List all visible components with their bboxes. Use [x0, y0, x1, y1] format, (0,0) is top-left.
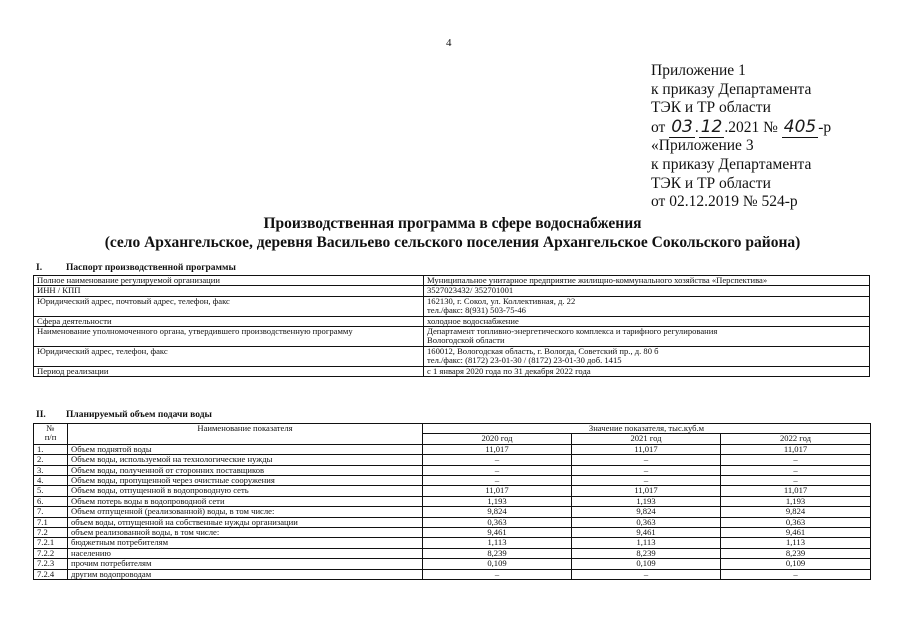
appendix-date-line: от 03 . 12 .2021 № 405 -р — [651, 116, 832, 137]
col-header-num: № п/п — [34, 424, 68, 445]
handwritten-day: 03 — [671, 116, 693, 137]
appendix-line: к приказу Департамента — [651, 155, 812, 173]
row-value: 9,824 — [572, 507, 721, 517]
order-suffix: -р — [818, 118, 832, 136]
appendix-line: Приложение 1 — [651, 62, 746, 79]
handwritten-month: 12 — [700, 116, 723, 137]
appendix-line: ТЭК и ТР области — [651, 174, 771, 192]
passport-row — [34, 327, 870, 347]
row-indicator-name: Объем воды, полученной от сторонних поставщиков — [68, 465, 423, 475]
row-indicator-name: объем воды, отпущенной на собственные нужды организации — [68, 517, 423, 527]
row-number: 7. — [34, 507, 68, 517]
passport-row — [34, 286, 870, 296]
passport-label: Период реализации — [34, 366, 424, 376]
row-number: 3. — [34, 465, 68, 475]
row-value: 11,017 — [572, 486, 721, 496]
row-value: 8,239 — [572, 548, 721, 558]
row-number: 7.2 — [34, 528, 68, 538]
row-indicator-name: Объем потерь воды в водопроводной сети — [68, 496, 423, 506]
col-header-values: Значение показателя, тыс.куб.м — [423, 424, 871, 434]
section-1-heading — [36, 263, 236, 273]
row-value: 0,363 — [423, 517, 572, 527]
page-number: 4 — [446, 37, 452, 49]
passport-value: Департамент топливно-энергетического комплекса и тарифного регулирования Вологодской области — [424, 327, 870, 347]
passport-value: 162130, г. Сокол, ул. Коллективная, д. 22 тел./факс: 8(931) 503-75-46 — [424, 296, 870, 316]
header-row — [34, 424, 871, 434]
row-number: 5. — [34, 486, 68, 496]
row-value: 1,193 — [423, 496, 572, 506]
passport-value: Муниципальное унитарное предприятие жилищно-коммунального хозяйства «Перспектива» — [424, 276, 870, 286]
row-value: 11,017 — [423, 486, 572, 496]
table-row — [34, 465, 871, 475]
row-value: 9,461 — [572, 528, 721, 538]
passport-value: 160012, Вологодская область, г. Вологда, Советский пр., д. 80 б тел./факс: (8172) 23-01-30 / (8172) 23-01-30 доб. 1415 — [424, 346, 870, 366]
row-value: 9,824 — [423, 507, 572, 517]
row-indicator-name: Объем поднятой воды — [68, 444, 423, 454]
col-header-year: 2021 год — [572, 434, 721, 444]
passport-label: Наименование уполномоченного органа, утвердившего производственную программу — [34, 327, 424, 347]
row-number: 1. — [34, 444, 68, 454]
date-prefix: от — [651, 118, 666, 136]
appendix-block — [651, 62, 831, 212]
section-number: II. — [36, 410, 46, 420]
row-indicator-name: Объем воды, пропущенной через очистные сооружения — [68, 476, 423, 486]
row-value: – — [721, 569, 871, 579]
row-value: – — [423, 465, 572, 475]
row-value: 11,017 — [721, 486, 871, 496]
passport-value: холодное водоснабжение — [424, 316, 870, 326]
col-header-name: Наименование показателя — [68, 424, 423, 445]
passport-row — [34, 276, 870, 286]
passport-label: Полное наименование регулируемой организации — [34, 276, 424, 286]
row-number: 7.2.2 — [34, 548, 68, 558]
document-title — [0, 214, 905, 252]
row-indicator-name: Объем воды, используемой на технологические нужды — [68, 455, 423, 465]
title-line-2: (село Архангельское, деревня Васильево сельского поселения Архангельское Сокольского района) — [104, 234, 801, 251]
row-indicator-name: прочим потребителям — [68, 559, 423, 569]
passport-label: ИНН / КПП — [34, 286, 424, 296]
table-row — [34, 476, 871, 486]
table-row — [34, 486, 871, 496]
row-value: – — [423, 455, 572, 465]
row-number: 6. — [34, 496, 68, 506]
row-value: 8,239 — [423, 548, 572, 558]
passport-row — [34, 296, 870, 316]
water-volume-table — [33, 423, 871, 580]
row-indicator-name: другим водопроводам — [68, 569, 423, 579]
row-value: – — [721, 465, 871, 475]
row-value: 1,193 — [572, 496, 721, 506]
row-value: 11,017 — [423, 444, 572, 454]
row-value: 0,363 — [572, 517, 721, 527]
appendix-line: к приказу Департамента — [651, 80, 812, 98]
table-row — [34, 507, 871, 517]
passport-label: Юридический адрес, телефон, факс — [34, 346, 424, 366]
table-row — [34, 496, 871, 506]
row-value: 1,193 — [721, 496, 871, 506]
row-value: – — [572, 476, 721, 486]
table-row — [34, 548, 871, 558]
appendix-line: от 02.12.2019 № 524-р — [651, 193, 798, 211]
table-row — [34, 444, 871, 454]
table-row — [34, 517, 871, 527]
row-number: 7.1 — [34, 517, 68, 527]
row-value: 1,113 — [721, 538, 871, 548]
section-title: Планируемый объем подачи воды — [66, 410, 212, 420]
row-value: 1,113 — [423, 538, 572, 548]
table-row — [34, 455, 871, 465]
table-row — [34, 528, 871, 538]
row-indicator-name: Объем отпущенной (реализованной) воды, в том числе: — [68, 507, 423, 517]
row-value: – — [423, 569, 572, 579]
row-value: – — [423, 476, 572, 486]
table-row — [34, 569, 871, 579]
row-value: – — [572, 569, 721, 579]
table-row — [34, 538, 871, 548]
handwritten-order-number: 405 — [783, 116, 817, 137]
passport-label: Сфера деятельности — [34, 316, 424, 326]
row-number: 7.2.4 — [34, 569, 68, 579]
passport-table — [33, 275, 870, 377]
row-indicator-name: бюджетным потребителям — [68, 538, 423, 548]
passport-row — [34, 346, 870, 366]
row-value: – — [721, 476, 871, 486]
row-number: 4. — [34, 476, 68, 486]
row-value: 0,109 — [721, 559, 871, 569]
passport-label: Юридический адрес, почтовый адрес, телефон, факс — [34, 296, 424, 316]
section-2-heading — [36, 410, 212, 420]
passport-row — [34, 366, 870, 376]
passport-value: 3527023432/ 352701001 — [424, 286, 870, 296]
row-number: 2. — [34, 455, 68, 465]
row-value: 11,017 — [721, 444, 871, 454]
row-indicator-name: объем реализованной воды, в том числе: — [68, 528, 423, 538]
table-row — [34, 559, 871, 569]
row-value: 11,017 — [572, 444, 721, 454]
appendix-line: «Приложение 3 — [651, 137, 754, 155]
row-value: 0,109 — [572, 559, 721, 569]
title-line-1: Производственная программа в сфере водоснабжения — [263, 215, 642, 232]
row-number: 7.2.1 — [34, 538, 68, 548]
row-value: 0,109 — [423, 559, 572, 569]
date-year: .2021 № — [724, 118, 778, 136]
row-value: – — [721, 455, 871, 465]
row-indicator-name: населению — [68, 548, 423, 558]
passport-row — [34, 316, 870, 326]
section-title: Паспорт производственной программы — [66, 263, 236, 273]
row-value: – — [572, 465, 721, 475]
col-header-year: 2022 год — [721, 434, 871, 444]
appendix-line: ТЭК и ТР области — [651, 99, 771, 117]
row-value: 8,239 — [721, 548, 871, 558]
row-value: 1,113 — [572, 538, 721, 548]
section-number: I. — [36, 263, 43, 273]
row-value: – — [572, 455, 721, 465]
row-value: 9,461 — [721, 528, 871, 538]
row-number: 7.2.3 — [34, 559, 68, 569]
col-header-year: 2020 год — [423, 434, 572, 444]
row-indicator-name: Объем воды, отпущенной в водопроводную сеть — [68, 486, 423, 496]
row-value: 0,363 — [721, 517, 871, 527]
passport-value: с 1 января 2020 года по 31 декабря 2022 года — [424, 366, 870, 376]
row-value: 9,824 — [721, 507, 871, 517]
row-value: 9,461 — [423, 528, 572, 538]
